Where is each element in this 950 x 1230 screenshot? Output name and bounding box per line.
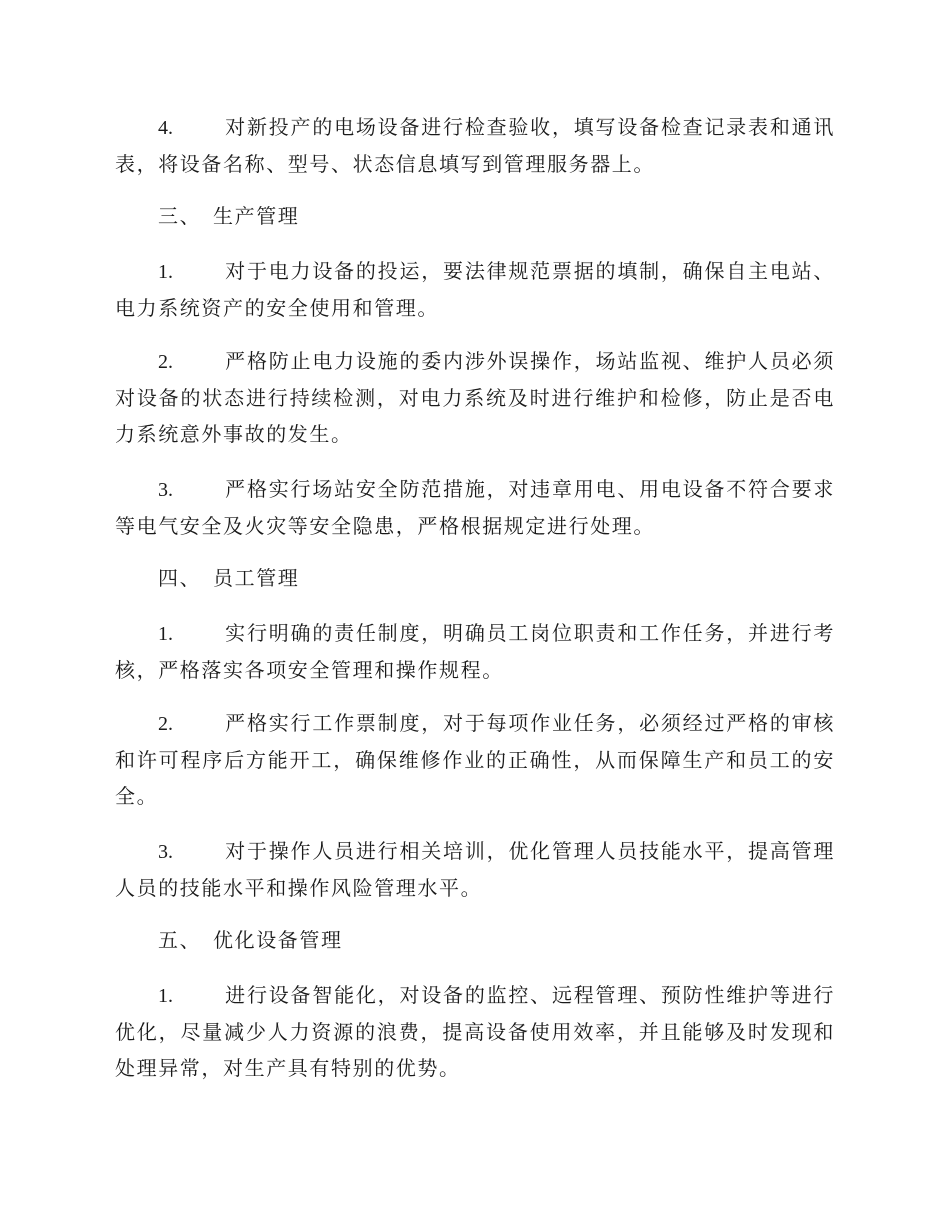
item-number: 1. (158, 623, 173, 645)
list-item (115, 343, 835, 452)
list-item (115, 705, 835, 814)
item-text: 严格防止电力设施的委内涉外误操作，场站监视、维护人员必须对设备的状态进行持续检测，对电力系统及时进行维护和检修，防止是否电力系统意外事故的发生。 (115, 349, 835, 446)
item-number: 1. (158, 261, 173, 283)
item-text: 实行明确的责任制度，明确员工岗位职责和工作任务，并进行考核，严格落实各项安全管理和操作规程。 (115, 621, 835, 682)
item-text: 进行设备智能化，对设备的监控、远程管理、预防性维护等进行优化，尽量减少人力资源的浪费，提高设备使用效率，并且能够及时发现和处理异常，对生产具有特别的优势。 (115, 983, 835, 1080)
heading-text: 员工管理 (213, 566, 300, 590)
item-text: 对于电力设备的投运，要法律规范票据的填制，确保自主电站、电力系统资产的安全使用和管理。 (115, 259, 835, 320)
item-text: 对新投产的电场设备进行检查验收，填写设备检查记录表和通讯表，将设备名称、型号、状态信息填写到管理服务器上。 (115, 115, 835, 176)
heading-number: 五、 (158, 928, 202, 952)
section-heading (158, 560, 299, 596)
heading-number: 三、 (158, 204, 202, 228)
item-text: 严格实行工作票制度，对于每项作业任务，必须经过严格的审核和许可程序后方能开工，确保维修作业的正确性，从而保障生产和员工的安全。 (115, 711, 835, 808)
item-text: 严格实行场站安全防范措施，对违章用电、用电设备不符合要求等电气安全及火灾等安全隐患，严格根据规定进行处理。 (115, 477, 835, 538)
section-heading (158, 198, 299, 234)
list-item (115, 615, 835, 688)
section-heading (158, 922, 343, 958)
heading-text: 生产管理 (213, 204, 300, 228)
list-item (115, 977, 835, 1086)
item-number: 4. (158, 117, 173, 139)
item-number: 3. (158, 841, 173, 863)
list-item (115, 471, 835, 544)
item-text: 对于操作人员进行相关培训，优化管理人员技能水平，提高管理人员的技能水平和操作风险管理水平。 (115, 839, 835, 900)
item-number: 2. (158, 351, 173, 373)
list-item (115, 833, 835, 906)
item-number: 2. (158, 713, 173, 735)
item-number: 1. (158, 985, 173, 1007)
item-number: 3. (158, 479, 173, 501)
list-item (115, 109, 835, 182)
heading-number: 四、 (158, 566, 202, 590)
list-item (115, 253, 835, 326)
heading-text: 优化设备管理 (213, 928, 343, 952)
